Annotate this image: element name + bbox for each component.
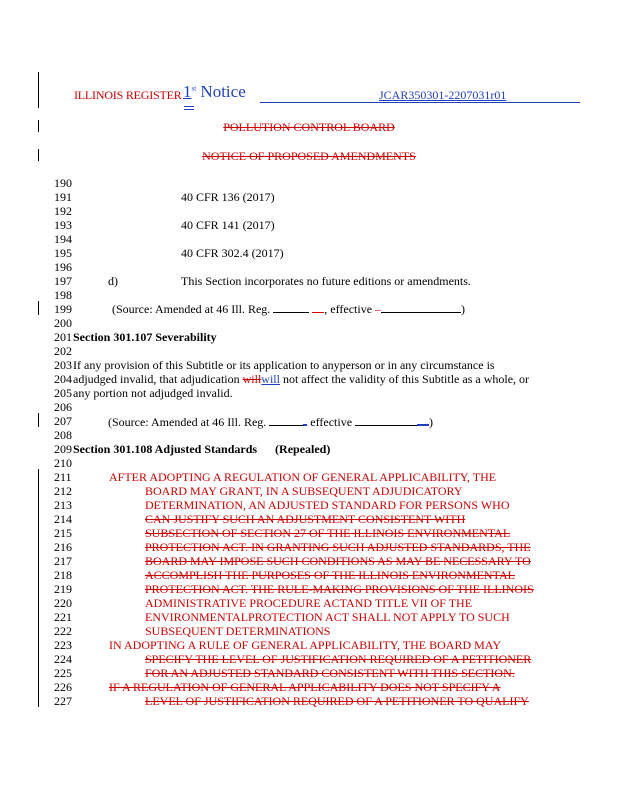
notice-title: NOTICE OF PROPOSED AMENDMENTS: [202, 149, 416, 163]
revision-mark: [184, 106, 194, 107]
line-number: 210: [54, 456, 72, 470]
line-number: 215: [54, 526, 72, 540]
line-number: 195: [54, 246, 72, 260]
text-line-212: BOARD MAY GRANT, IN A SUBSEQUENT ADJUDICATORY: [145, 484, 463, 498]
text-line-216: PROTECTION ACT. IN GRANTING SUCH ADJUSTED STANDARDS, THE: [145, 540, 531, 554]
line-number: 222: [54, 624, 72, 638]
text-line-214: CAN JUSTIFY SUCH AN ADJUSTMENT CONSISTENT WITH: [145, 512, 466, 526]
line-number: 217: [54, 554, 72, 568]
text-line-220: ADMINISTRATIVE PROCEDURE ACTAND TITLE VII OF THE: [145, 596, 473, 610]
page-header: [72, 82, 542, 108]
line-number: 214: [54, 512, 72, 526]
line-number: 225: [54, 666, 72, 680]
line-number: 199: [54, 302, 72, 316]
line-number: 193: [54, 218, 72, 232]
text-line-203: If any provision of this Subtitle or its application to anyperson or in any circumstance is: [73, 358, 495, 372]
line-number: 203: [54, 358, 72, 372]
section-heading-301-108: Section 301.108 Adjusted Standards (Repealed): [73, 442, 331, 456]
line-number: 224: [54, 652, 72, 666]
change-bar: [38, 301, 39, 315]
line-number: 191: [54, 190, 72, 204]
line-number: 220: [54, 596, 72, 610]
line-number: 192: [54, 204, 72, 218]
text-line-215: SUBSECTION OF SECTION 27 OF THE ILLINOIS ENVIRONMENTAL: [145, 526, 511, 540]
line-number: 207: [54, 414, 72, 428]
document-code: JCAR350301-2207031r01: [379, 88, 507, 102]
line-number: 190: [54, 176, 72, 190]
line-number: 201: [54, 330, 72, 344]
section-heading-301-107: Section 301.107 Severability: [73, 330, 217, 344]
source-line-199: (Source: Amended at 46 Ill. Reg. , effective – ): [112, 302, 466, 316]
text-line-223: IN ADOPTING A RULE OF GENERAL APPLICABILITY, THE BOARD MAY: [109, 638, 502, 652]
change-bar: [38, 469, 39, 707]
revision-mark: [184, 109, 194, 110]
text-line-221: ENVIRONMENTALPROTECTION ACT SHALL NOT APPLY TO SUCH: [145, 610, 510, 624]
line-number: 221: [54, 610, 72, 624]
text-line-219: PROTECTION ACT. THE RULE-MAKING PROVISIONS OF THE ILLINOIS: [145, 582, 534, 596]
text-line-218: ACCOMPLISH THE PURPOSES OF THE ILLINOIS ENVIRONMENTAL: [145, 568, 515, 582]
text-line-226: IF A REGULATION OF GENERAL APPLICABILITY DOES NOT SPECIFY A: [109, 680, 501, 694]
text-line-227: LEVEL OF JUSTIFICATION REQUIRED OF A PETITIONER TO QUALIFY: [145, 694, 529, 708]
change-bar: [38, 413, 39, 427]
text-line-204: adjudged invalid, that adjudication willwill not affect the validity of this Subtitle as a whole, or: [73, 372, 530, 386]
text-line-195: 40 CFR 302.4 (2017): [181, 246, 284, 260]
line-number: 206: [54, 400, 72, 414]
line-number: 204: [54, 372, 72, 386]
text-line-217: BOARD MAY IMPOSE SUCH CONDITIONS AS MAY BE NECESSARY TO: [145, 554, 531, 568]
text-line-225: FOR AN ADJUSTED STANDARD CONSISTENT WITH THIS SECTION.: [145, 666, 515, 680]
change-bar: [38, 72, 39, 108]
line-number: 202: [54, 344, 72, 358]
line-number: 205: [54, 386, 72, 400]
line-number: 211: [54, 470, 72, 484]
notice-label: 1st Notice: [183, 82, 246, 101]
agency-name: POLLUTION CONTROL BOARD: [223, 120, 395, 134]
text-line-205: any portion not adjudged invalid.: [73, 386, 233, 400]
text-line-191: 40 CFR 136 (2017): [181, 190, 275, 204]
line-number: 213: [54, 498, 72, 512]
text-line-211: AFTER ADOPTING A REGULATION OF GENERAL APPLICABILITY, THE: [109, 470, 497, 484]
text-line-197: This Section incorporates no future editions or amendments.: [181, 274, 471, 288]
line-number: 226: [54, 680, 72, 694]
line-number: 218: [54, 568, 72, 582]
line-number: 216: [54, 540, 72, 554]
line-number: 197: [54, 274, 72, 288]
line-number: 196: [54, 260, 72, 274]
line-number: 212: [54, 484, 72, 498]
text-line-222: SUBSEQUENT DETERMINATIONS: [145, 624, 331, 638]
line-number: 194: [54, 232, 72, 246]
register-title: ILLINOIS REGISTER: [74, 88, 182, 102]
source-line-207: (Source: Amended at 46 Ill. Reg. effective ): [108, 415, 434, 429]
line-number: 209: [54, 442, 72, 456]
line-number: 219: [54, 582, 72, 596]
line-number: 227: [54, 694, 72, 708]
line-number: 198: [54, 288, 72, 302]
line-number: 208: [54, 428, 72, 442]
line-number: 223: [54, 638, 72, 652]
line-number: 200: [54, 316, 72, 330]
text-line-224: SPECIFY THE LEVEL OF JUSTIFICATION REQUIRED OF A PETITIONER: [145, 652, 532, 666]
text-line-213: DETERMINATION, AN ADJUSTED STANDARD FOR PERSONS WHO: [145, 498, 510, 512]
text-line-193: 40 CFR 141 (2017): [181, 218, 275, 232]
subsection-label: d): [108, 274, 118, 288]
